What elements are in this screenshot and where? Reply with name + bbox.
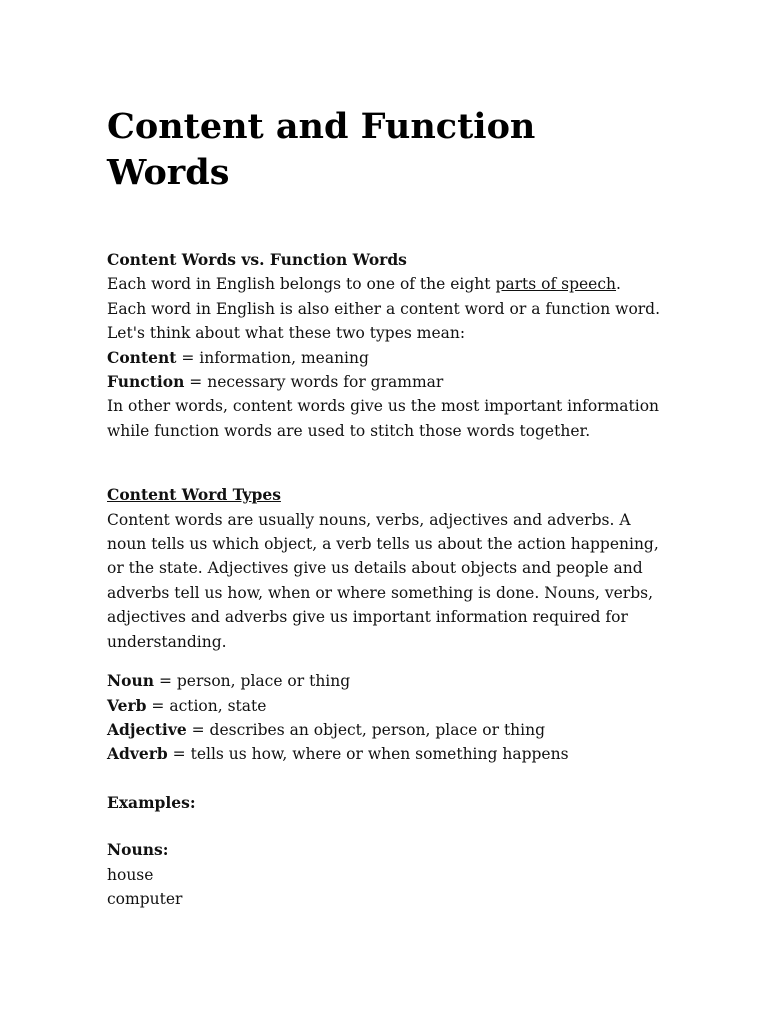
paragraph-content-words: Content words are usually nouns, verbs, adjectives and adverbs. A noun tells us which object, a verb tells us about the action happening, or the state. Adjectives give us details about objects and people and adverbs tell us how, when or where something is done. Nouns, verbs, adjectives and adverbs give us important information required for understanding. <box>107 510 659 651</box>
definition-term: Adverb <box>107 744 168 764</box>
definition-text: = action, state <box>146 696 267 715</box>
definition-function <box>107 370 667 394</box>
paragraph-content-or-function: Each word in English is also either a content word or a function word. Let's think about what these two types mean: <box>107 299 661 343</box>
definition-term: Verb <box>107 695 147 715</box>
paragraph-text: Each word in English belongs to one of the eight <box>107 275 496 294</box>
definition-term: Function <box>107 372 185 392</box>
paragraph-text: . <box>616 275 621 294</box>
definition-noun <box>107 669 667 693</box>
paragraph-closing: In other words, content words give us the most important information while function words are used to stitch those words together. <box>107 397 660 440</box>
definition-text: = information, meaning <box>176 348 369 367</box>
nouns-heading: Nouns: <box>107 840 169 860</box>
section-content-vs-function <box>107 248 667 443</box>
definition-text: = describes an object, person, place or thing <box>186 720 546 739</box>
definition-verb <box>107 694 667 718</box>
section-examples <box>107 791 667 815</box>
section-heading: Content Words vs. Function Words <box>107 250 407 269</box>
definition-content <box>107 346 667 370</box>
definition-text: = tells us how, where or when something happens <box>167 745 569 764</box>
definition-text: = person, place or thing <box>154 672 351 691</box>
noun-example: house <box>107 865 154 884</box>
definition-term: Noun <box>107 671 155 691</box>
examples-heading: Examples: <box>107 792 196 812</box>
definition-text: = necessary words for grammar <box>184 373 444 392</box>
parts-of-speech-link[interactable]: parts of speech <box>495 275 617 294</box>
definition-adverb <box>107 742 667 766</box>
section-heading: Content Word Types <box>107 485 281 505</box>
page-title: Content and Function Words <box>107 106 536 193</box>
definition-list <box>107 669 667 767</box>
document-page <box>107 104 667 911</box>
section-nouns <box>107 838 667 911</box>
paragraph-parts-of-speech <box>107 272 667 296</box>
definition-term: Adjective <box>107 719 187 739</box>
section-content-word-types <box>107 483 667 654</box>
noun-example: computer <box>107 889 183 908</box>
definition-adjective <box>107 718 667 742</box>
definition-term: Content <box>107 347 177 367</box>
